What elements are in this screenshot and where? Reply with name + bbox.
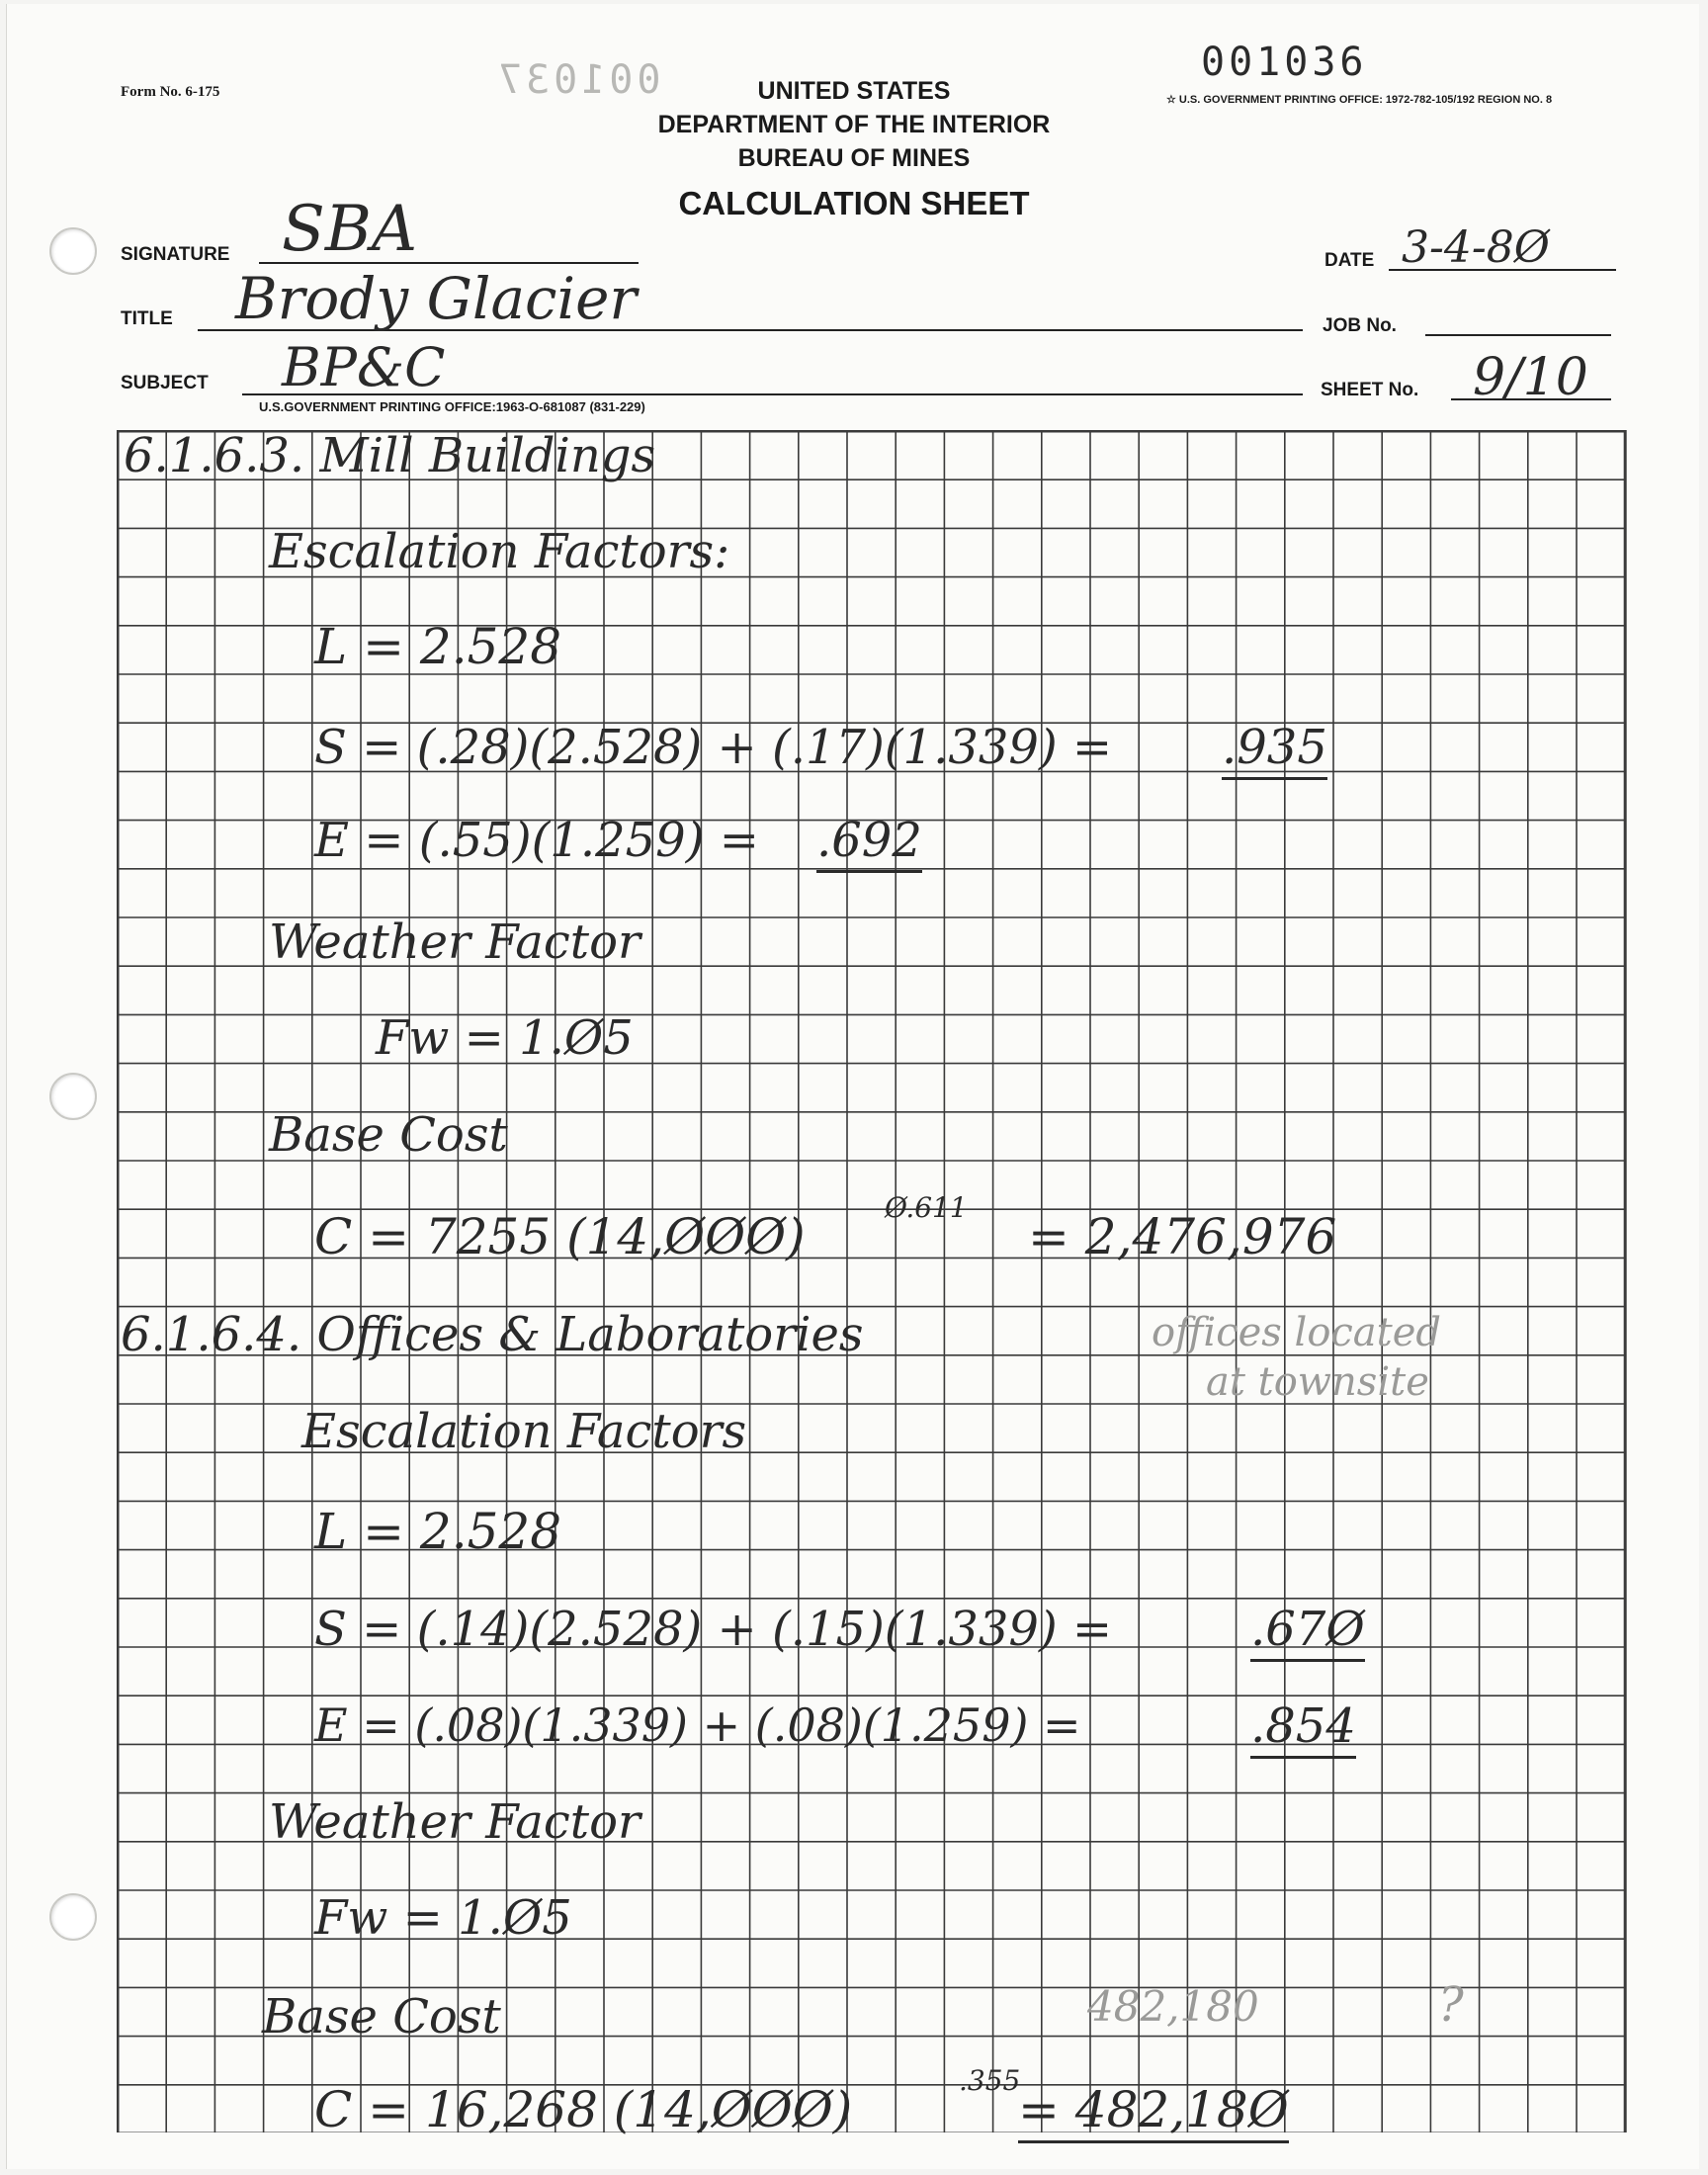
section-2-cost-result: = 482,18Ø <box>1018 2081 1289 2143</box>
header-line-3: BUREAU OF MINES <box>737 144 971 172</box>
job-number-line <box>1425 334 1611 336</box>
section-1-weather-factor: Fw = 1.Ø5 <box>376 1010 634 1066</box>
section-2-note-line-2: at townsite <box>1206 1359 1429 1405</box>
form-number: Form No. 6-175 <box>121 84 220 100</box>
section-2-weather-factor: Fw = 1.Ø5 <box>314 1890 572 1946</box>
section-1-cost-result: = 2,476,976 <box>1028 1208 1337 1265</box>
section-1-cost-formula: C = 7255 (14,ØØØ) <box>314 1208 806 1265</box>
subject-value: BP&C <box>282 336 446 398</box>
section-1-labor-factor: L = 2.528 <box>314 618 562 675</box>
section-2-equipment-result: .854 <box>1250 1698 1356 1759</box>
sheet-title: CALCULATION SHEET <box>678 185 1030 221</box>
section-2-labor-factor: L = 2.528 <box>314 1503 562 1560</box>
title-label: TITLE <box>121 308 173 329</box>
subject-label: SUBJECT <box>121 373 209 393</box>
section-2-steel-result: .67Ø <box>1250 1602 1365 1662</box>
section-2-pencil-estimate: 482,180 <box>1087 1982 1259 2031</box>
section-1-equipment-factor: E = (.55)(1.259) = <box>314 813 759 868</box>
section-2-steel-factor: S = (.14)(2.528) + (.15)(1.339) = <box>314 1602 1113 1657</box>
section-2-escalation-label: Escalation Factors <box>301 1404 747 1459</box>
section-1-equipment-result: .692 <box>816 813 922 873</box>
document-number-stamp: 001036 <box>1201 40 1368 85</box>
section-2-equipment-factor: E = (.08)(1.339) + (.08)(1.259) = <box>314 1698 1081 1752</box>
section-1-base-cost-label: Base Cost <box>269 1107 508 1163</box>
date-value: 3-4-8Ø <box>1402 222 1550 273</box>
calculation-grid <box>117 430 1644 2132</box>
punch-hole-top <box>49 227 97 275</box>
title-value: Brody Glacier <box>235 265 638 332</box>
section-1-weather-label: Weather Factor <box>269 914 640 970</box>
sheet-number-value: 9/10 <box>1473 348 1588 407</box>
section-2-weather-label: Weather Factor <box>269 1794 640 1850</box>
section-2-pencil-question: ? <box>1438 1977 1464 2033</box>
punch-hole-bottom <box>49 1893 97 1941</box>
punch-hole-middle <box>49 1073 97 1120</box>
section-1-escalation-label: Escalation Factors: <box>269 524 730 579</box>
section-2-cost-exponent: .355 <box>959 2064 1021 2097</box>
section-1-cost-exponent: Ø.611 <box>885 1191 968 1224</box>
section-1-heading: 6.1.6.3. Mill Buildings <box>124 428 656 483</box>
section-2-base-cost-label: Base Cost <box>262 1989 501 2044</box>
gpo-notice-bottom: U.S.GOVERNMENT PRINTING OFFICE:1963-O-681087 (831-229) <box>259 399 645 414</box>
gpo-notice-top: ☆ U.S. GOVERNMENT PRINTING OFFICE: 1972-782-105/192 REGION NO. 8 <box>1166 94 1553 106</box>
section-1-steel-result: .935 <box>1222 720 1327 780</box>
section-2-heading: 6.1.6.4. Offices & Laboratories <box>121 1307 864 1362</box>
section-1-steel-factor: S = (.28)(2.528) + (.17)(1.339) = <box>314 720 1113 775</box>
section-2-cost-formula: C = 16,268 (14,ØØØ) <box>314 2081 853 2138</box>
signature-value: SBA <box>282 193 418 266</box>
sheet-number-label: SHEET No. <box>1321 380 1419 400</box>
document-number-bleedthrough: 001037 <box>494 57 661 103</box>
header-line-1: UNITED STATES <box>757 77 951 105</box>
header-line-2: DEPARTMENT OF THE INTERIOR <box>657 111 1051 138</box>
date-label: DATE <box>1324 250 1375 271</box>
job-number-label: JOB No. <box>1323 315 1397 336</box>
section-2-note-line-1: offices located <box>1152 1310 1442 1355</box>
signature-label: SIGNATURE <box>121 244 230 265</box>
